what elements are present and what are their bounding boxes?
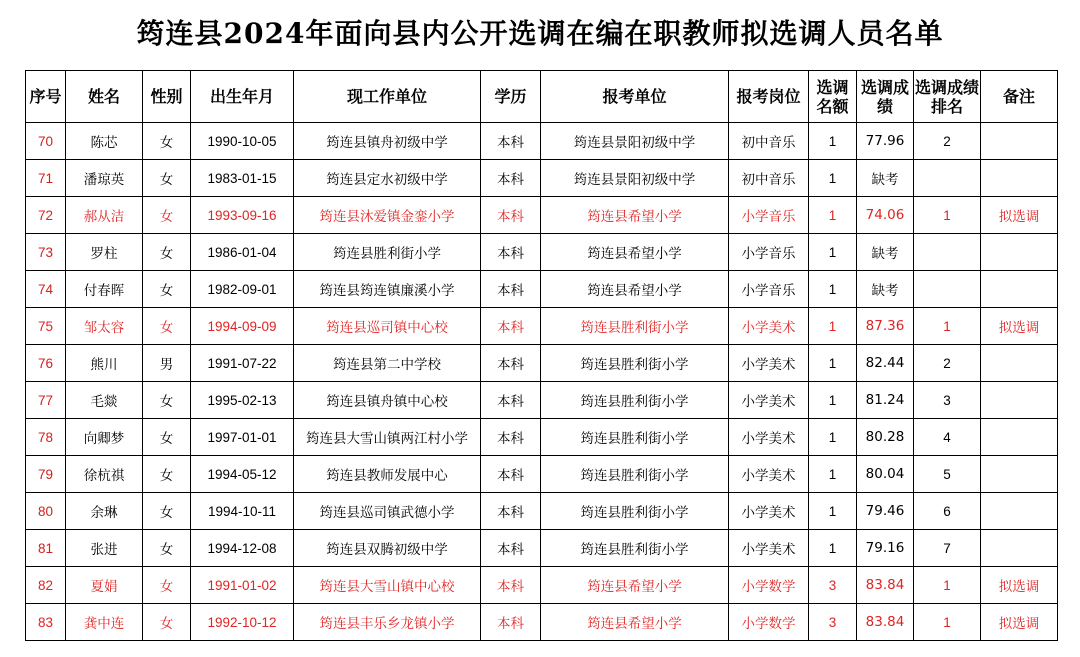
header-score: 选调成绩 xyxy=(857,71,914,123)
cell-rank: 6 xyxy=(914,493,981,530)
cell-note xyxy=(981,419,1058,456)
cell-work-unit: 筠连县大雪山镇两江村小学 xyxy=(294,419,481,456)
cell-post: 小学音乐 xyxy=(729,271,809,308)
cell-birth: 1994-12-08 xyxy=(191,530,294,567)
cell-education: 本科 xyxy=(481,493,541,530)
cell-education: 本科 xyxy=(481,604,541,641)
cell-apply-unit: 筠连县景阳初级中学 xyxy=(541,160,729,197)
cell-score: 80.28 xyxy=(857,419,914,456)
cell-education: 本科 xyxy=(481,123,541,160)
cell-birth: 1991-07-22 xyxy=(191,345,294,382)
cell-rank: 7 xyxy=(914,530,981,567)
cell-education: 本科 xyxy=(481,382,541,419)
cell-name: 罗柱 xyxy=(66,234,143,271)
header-apply-unit: 报考单位 xyxy=(541,71,729,123)
cell-note: 拟选调 xyxy=(981,567,1058,604)
cell-note xyxy=(981,160,1058,197)
table-row xyxy=(26,234,1058,271)
cell-birth: 1994-09-09 xyxy=(191,308,294,345)
cell-seq: 77 xyxy=(26,382,66,419)
cell-note xyxy=(981,456,1058,493)
cell-apply-unit: 筠连县胜利街小学 xyxy=(541,382,729,419)
cell-name: 潘琼英 xyxy=(66,160,143,197)
cell-score: 81.24 xyxy=(857,382,914,419)
table-row xyxy=(26,567,1058,604)
cell-rank: 2 xyxy=(914,123,981,160)
cell-gender: 女 xyxy=(143,123,191,160)
cell-post: 小学美术 xyxy=(729,530,809,567)
cell-quota: 3 xyxy=(809,567,857,604)
cell-apply-unit: 筠连县胜利街小学 xyxy=(541,345,729,382)
header-name: 姓名 xyxy=(66,71,143,123)
cell-note xyxy=(981,530,1058,567)
cell-note: 拟选调 xyxy=(981,197,1058,234)
cell-quota: 1 xyxy=(809,419,857,456)
cell-score: 82.44 xyxy=(857,345,914,382)
cell-education: 本科 xyxy=(481,419,541,456)
cell-gender: 女 xyxy=(143,197,191,234)
cell-post: 小学美术 xyxy=(729,419,809,456)
cell-quota: 1 xyxy=(809,123,857,160)
header-gender: 性别 xyxy=(143,71,191,123)
header-note: 备注 xyxy=(981,71,1058,123)
cell-work-unit: 筠连县沐爱镇金銮小学 xyxy=(294,197,481,234)
cell-education: 本科 xyxy=(481,567,541,604)
cell-seq: 75 xyxy=(26,308,66,345)
cell-education: 本科 xyxy=(481,308,541,345)
cell-name: 熊川 xyxy=(66,345,143,382)
cell-quota: 1 xyxy=(809,456,857,493)
cell-seq: 81 xyxy=(26,530,66,567)
cell-post: 小学美术 xyxy=(729,382,809,419)
cell-apply-unit: 筠连县希望小学 xyxy=(541,234,729,271)
cell-work-unit: 筠连县丰乐乡龙镇小学 xyxy=(294,604,481,641)
cell-quota: 1 xyxy=(809,197,857,234)
cell-work-unit: 筠连县镇舟初级中学 xyxy=(294,123,481,160)
cell-name: 邹太容 xyxy=(66,308,143,345)
cell-work-unit: 筠连县胜利街小学 xyxy=(294,234,481,271)
cell-apply-unit: 筠连县胜利街小学 xyxy=(541,456,729,493)
cell-birth: 1997-01-01 xyxy=(191,419,294,456)
cell-post: 小学美术 xyxy=(729,345,809,382)
cell-name: 付春晖 xyxy=(66,271,143,308)
cell-apply-unit: 筠连县希望小学 xyxy=(541,271,729,308)
cell-rank: 1 xyxy=(914,197,981,234)
cell-education: 本科 xyxy=(481,271,541,308)
cell-seq: 82 xyxy=(26,567,66,604)
cell-name: 夏娟 xyxy=(66,567,143,604)
cell-name: 郝从洁 xyxy=(66,197,143,234)
cell-birth: 1994-10-11 xyxy=(191,493,294,530)
cell-apply-unit: 筠连县希望小学 xyxy=(541,567,729,604)
cell-seq: 70 xyxy=(26,123,66,160)
cell-note: 拟选调 xyxy=(981,604,1058,641)
cell-name: 陈芯 xyxy=(66,123,143,160)
table-row xyxy=(26,456,1058,493)
cell-gender: 女 xyxy=(143,160,191,197)
cell-gender: 女 xyxy=(143,419,191,456)
table-row xyxy=(26,419,1058,456)
table-row xyxy=(26,271,1058,308)
cell-score: 缺考 xyxy=(857,160,914,197)
cell-rank: 3 xyxy=(914,382,981,419)
cell-work-unit: 筠连县第二中学校 xyxy=(294,345,481,382)
cell-score: 缺考 xyxy=(857,234,914,271)
cell-gender: 女 xyxy=(143,234,191,271)
cell-name: 龚中连 xyxy=(66,604,143,641)
cell-work-unit: 筠连县巡司镇武德小学 xyxy=(294,493,481,530)
cell-gender: 女 xyxy=(143,604,191,641)
cell-quota: 1 xyxy=(809,234,857,271)
cell-apply-unit: 筠连县景阳初级中学 xyxy=(541,123,729,160)
cell-quota: 1 xyxy=(809,308,857,345)
cell-score: 74.06 xyxy=(857,197,914,234)
cell-seq: 83 xyxy=(26,604,66,641)
cell-education: 本科 xyxy=(481,530,541,567)
cell-work-unit: 筠连县双腾初级中学 xyxy=(294,530,481,567)
cell-note xyxy=(981,493,1058,530)
cell-work-unit: 筠连县筠连镇廉溪小学 xyxy=(294,271,481,308)
cell-seq: 79 xyxy=(26,456,66,493)
cell-note xyxy=(981,345,1058,382)
cell-birth: 1986-01-04 xyxy=(191,234,294,271)
cell-quota: 1 xyxy=(809,382,857,419)
header-post: 报考岗位 xyxy=(729,71,809,123)
cell-post: 小学音乐 xyxy=(729,234,809,271)
cell-name: 余琳 xyxy=(66,493,143,530)
cell-rank: 1 xyxy=(914,567,981,604)
cell-gender: 女 xyxy=(143,493,191,530)
cell-work-unit: 筠连县巡司镇中心校 xyxy=(294,308,481,345)
cell-score: 79.16 xyxy=(857,530,914,567)
cell-education: 本科 xyxy=(481,197,541,234)
cell-work-unit: 筠连县镇舟镇中心校 xyxy=(294,382,481,419)
cell-rank: 4 xyxy=(914,419,981,456)
cell-rank xyxy=(914,271,981,308)
cell-seq: 78 xyxy=(26,419,66,456)
cell-rank: 1 xyxy=(914,604,981,641)
header-seq: 序号 xyxy=(26,71,66,123)
cell-gender: 女 xyxy=(143,271,191,308)
cell-name: 张进 xyxy=(66,530,143,567)
cell-rank: 2 xyxy=(914,345,981,382)
cell-rank xyxy=(914,234,981,271)
cell-post: 小学美术 xyxy=(729,308,809,345)
table-header-row xyxy=(26,71,1058,123)
cell-gender: 女 xyxy=(143,530,191,567)
cell-rank: 1 xyxy=(914,308,981,345)
cell-post: 小学数学 xyxy=(729,604,809,641)
page-title: 筠连县2024年面向县内公开选调在编在职教师拟选调人员名单 xyxy=(136,17,944,50)
cell-rank: 5 xyxy=(914,456,981,493)
header-birth: 出生年月 xyxy=(191,71,294,123)
table-row xyxy=(26,123,1058,160)
cell-post: 小学美术 xyxy=(729,493,809,530)
cell-birth: 1990-10-05 xyxy=(191,123,294,160)
table-row xyxy=(26,604,1058,641)
cell-gender: 女 xyxy=(143,308,191,345)
cell-birth: 1991-01-02 xyxy=(191,567,294,604)
cell-gender: 男 xyxy=(143,345,191,382)
cell-apply-unit: 筠连县胜利街小学 xyxy=(541,419,729,456)
header-work-unit: 现工作单位 xyxy=(294,71,481,123)
table-row xyxy=(26,160,1058,197)
cell-score: 77.96 xyxy=(857,123,914,160)
cell-rank xyxy=(914,160,981,197)
table-row xyxy=(26,530,1058,567)
cell-education: 本科 xyxy=(481,234,541,271)
cell-birth: 1982-09-01 xyxy=(191,271,294,308)
cell-quota: 3 xyxy=(809,604,857,641)
cell-name: 毛燚 xyxy=(66,382,143,419)
cell-birth: 1983-01-15 xyxy=(191,160,294,197)
cell-note xyxy=(981,123,1058,160)
table-row xyxy=(26,345,1058,382)
cell-work-unit: 筠连县教师发展中心 xyxy=(294,456,481,493)
table-row xyxy=(26,308,1058,345)
cell-apply-unit: 筠连县胜利街小学 xyxy=(541,308,729,345)
cell-post: 小学数学 xyxy=(729,567,809,604)
cell-birth: 1992-10-12 xyxy=(191,604,294,641)
header-quota: 选调名额 xyxy=(809,71,857,123)
cell-quota: 1 xyxy=(809,345,857,382)
cell-gender: 女 xyxy=(143,567,191,604)
cell-seq: 74 xyxy=(26,271,66,308)
cell-note: 拟选调 xyxy=(981,308,1058,345)
cell-quota: 1 xyxy=(809,271,857,308)
cell-score: 缺考 xyxy=(857,271,914,308)
cell-apply-unit: 筠连县胜利街小学 xyxy=(541,493,729,530)
cell-score: 83.84 xyxy=(857,604,914,641)
cell-seq: 72 xyxy=(26,197,66,234)
cell-score: 80.04 xyxy=(857,456,914,493)
cell-note xyxy=(981,382,1058,419)
cell-post: 初中音乐 xyxy=(729,123,809,160)
cell-birth: 1993-09-16 xyxy=(191,197,294,234)
table-row xyxy=(26,493,1058,530)
cell-education: 本科 xyxy=(481,160,541,197)
cell-score: 79.46 xyxy=(857,493,914,530)
cell-birth: 1995-02-13 xyxy=(191,382,294,419)
table-body xyxy=(26,123,1058,641)
cell-gender: 女 xyxy=(143,382,191,419)
cell-work-unit: 筠连县定水初级中学 xyxy=(294,160,481,197)
cell-seq: 71 xyxy=(26,160,66,197)
cell-education: 本科 xyxy=(481,345,541,382)
table-row xyxy=(26,197,1058,234)
cell-name: 向卿梦 xyxy=(66,419,143,456)
cell-apply-unit: 筠连县希望小学 xyxy=(541,197,729,234)
table-row xyxy=(26,382,1058,419)
cell-post: 初中音乐 xyxy=(729,160,809,197)
cell-work-unit: 筠连县大雪山镇中心校 xyxy=(294,567,481,604)
cell-apply-unit: 筠连县胜利街小学 xyxy=(541,530,729,567)
candidate-table xyxy=(25,70,1058,641)
cell-quota: 1 xyxy=(809,160,857,197)
header-education: 学历 xyxy=(481,71,541,123)
cell-seq: 80 xyxy=(26,493,66,530)
cell-post: 小学美术 xyxy=(729,456,809,493)
cell-quota: 1 xyxy=(809,493,857,530)
cell-name: 徐杭祺 xyxy=(66,456,143,493)
cell-seq: 76 xyxy=(26,345,66,382)
cell-quota: 1 xyxy=(809,530,857,567)
header-rank: 选调成绩排名 xyxy=(914,71,981,123)
cell-note xyxy=(981,271,1058,308)
cell-note xyxy=(981,234,1058,271)
cell-education: 本科 xyxy=(481,456,541,493)
cell-birth: 1994-05-12 xyxy=(191,456,294,493)
cell-score: 87.36 xyxy=(857,308,914,345)
cell-seq: 73 xyxy=(26,234,66,271)
cell-apply-unit: 筠连县希望小学 xyxy=(541,604,729,641)
cell-gender: 女 xyxy=(143,456,191,493)
cell-post: 小学音乐 xyxy=(729,197,809,234)
cell-score: 83.84 xyxy=(857,567,914,604)
